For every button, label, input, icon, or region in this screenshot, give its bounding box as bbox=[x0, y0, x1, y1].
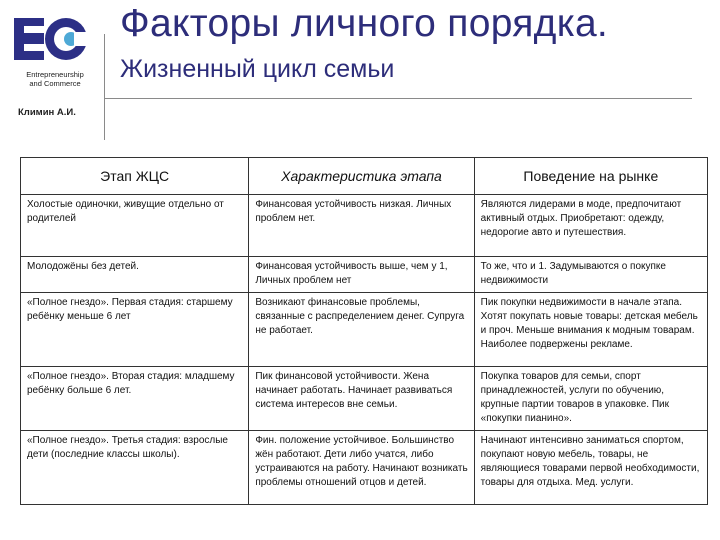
cell-behavior: Начинают интенсивно заниматься спортом, покупают новую мебель, товары, не являющиеся товарами первой необходимости, товары для отдыха. Мед. услуги. bbox=[474, 431, 707, 505]
table-row bbox=[21, 367, 708, 431]
logo-subtitle-line1: Entrepreneurship bbox=[26, 70, 84, 79]
cell-stage: «Полное гнездо». Третья стадия: взрослые дети (последние классы школы). bbox=[21, 431, 249, 505]
cell-characteristic: Финансовая устойчивость низкая. Личных проблем нет. bbox=[249, 195, 474, 257]
cell-behavior: Пик покупки недвижимости в начале этапа. Хотят покупать новые товары: детская мебель и проч. Меньше внимания к модным товарам. Наиболее подвержены рекламе. bbox=[474, 293, 707, 367]
table-header-row bbox=[21, 158, 708, 195]
column-header-characteristic: Характеристика этапа bbox=[249, 158, 474, 195]
author: Климин А.И. bbox=[18, 107, 76, 118]
cell-characteristic: Фин. положение устойчивое. Большинство жён работают. Дети либо учатся, либо устраиваются на работу. Начинают возникать проблемы отношений отцов и детей. bbox=[249, 431, 474, 505]
cell-behavior: То же, что и 1. Задумываются о покупке недвижимости bbox=[474, 257, 707, 293]
cell-characteristic: Финансовая устойчивость выше, чем у 1, Личных проблем нет bbox=[249, 257, 474, 293]
table-row bbox=[21, 431, 708, 505]
divider-horizontal bbox=[104, 98, 692, 99]
column-header-stage: Этап ЖЦС bbox=[21, 158, 249, 195]
cell-behavior: Являются лидерами в моде, предпочитают активный отдых. Приобретают: одежду, недорогие авто и путешествия. bbox=[474, 195, 707, 257]
column-header-behavior: Поведение на рынке bbox=[474, 158, 707, 195]
page-title: Факторы личного порядка. bbox=[120, 2, 609, 45]
ec-logo-icon bbox=[14, 14, 88, 64]
table-row bbox=[21, 257, 708, 293]
page-subtitle: Жизненный цикл семьи bbox=[120, 55, 395, 83]
cell-stage: Молодожёны без детей. bbox=[21, 257, 249, 293]
logo-subtitle bbox=[10, 70, 100, 88]
family-lifecycle-table bbox=[20, 157, 708, 505]
divider-vertical bbox=[104, 34, 105, 140]
cell-characteristic: Пик финансовой устойчивости. Жена начинает работать. Начинает развиваться система интересов вне семьи. bbox=[249, 367, 474, 431]
table-row bbox=[21, 195, 708, 257]
cell-behavior: Покупка товаров для семьи, спорт принадлежностей, услуги по обучению, крупные партии товаров в упаковке. Пик «покупки пианино». bbox=[474, 367, 707, 431]
cell-characteristic: Возникают финансовые проблемы, связанные с распределением денег. Супруга не работает. bbox=[249, 293, 474, 367]
cell-stage: «Полное гнездо». Вторая стадия: младшему ребёнку больше 6 лет. bbox=[21, 367, 249, 431]
cell-stage: Холостые одиночки, живущие отдельно от родителей bbox=[21, 195, 249, 257]
logo-subtitle-line2: and Commerce bbox=[29, 79, 81, 88]
logo bbox=[14, 14, 88, 64]
table-row bbox=[21, 293, 708, 367]
cell-stage: «Полное гнездо». Первая стадия: старшему ребёнку меньше 6 лет bbox=[21, 293, 249, 367]
